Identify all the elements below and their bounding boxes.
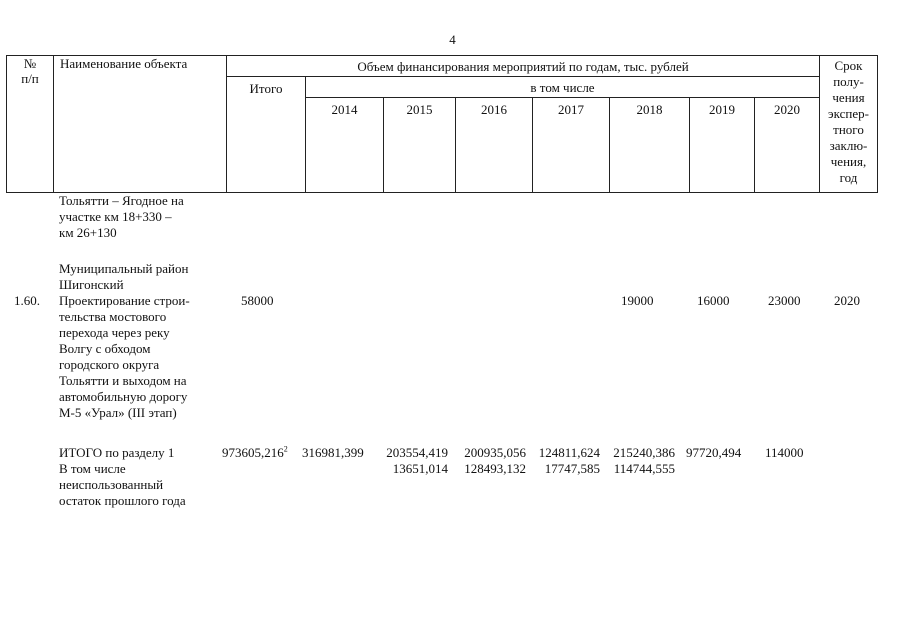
header-including: в том числе — [306, 77, 820, 98]
total-2015-value: 203554,419 — [386, 445, 448, 460]
row-160-itogo: 58000 — [241, 293, 274, 308]
text-line: км 26+130 — [59, 225, 117, 240]
header-name: Наименование объекта — [54, 56, 227, 193]
page-number: 4 — [449, 32, 456, 47]
total-2016 — [451, 445, 526, 477]
total-label — [59, 445, 186, 509]
header-num-line2: п/п — [21, 71, 39, 86]
row-160-district — [59, 261, 188, 293]
text-line: остаток прошлого года — [59, 493, 186, 508]
header-srok — [820, 56, 878, 193]
srok-line: заклю- — [829, 138, 868, 153]
text-line: ИТОГО по разделу 1 — [59, 445, 175, 460]
header-year: 2014 — [306, 98, 384, 193]
header-year: 2018 — [610, 98, 690, 193]
text-line: неиспользованный — [59, 477, 164, 492]
total-2015-remainder: 13651,014 — [392, 461, 448, 476]
text-line: В том числе — [59, 461, 126, 476]
srok-line: чения — [832, 90, 865, 105]
row-160-num: 1.60. — [14, 293, 40, 308]
header-financing: Объем финансирования мероприятий по годам, тыс. рублей — [227, 56, 820, 77]
total-itogo-footnote: 2 — [283, 444, 288, 454]
text-line: участке км 18+330 – — [59, 209, 172, 224]
header-year: 2016 — [456, 98, 533, 193]
total-itogo-value: 973605,216 — [222, 445, 284, 460]
total-2018-value: 215240,386 — [613, 445, 675, 460]
text-line: Муниципальный район — [59, 261, 189, 276]
header-num-line1: № — [23, 56, 37, 71]
header-itogo: Итого — [227, 77, 306, 193]
srok-line: год — [839, 170, 858, 185]
text-line: тельства мостового — [59, 309, 167, 324]
total-2014: 316981,399 — [302, 445, 364, 460]
text-line: автомобильную дорогу — [59, 389, 188, 404]
total-2016-value: 200935,056 — [464, 445, 526, 460]
continuation-text — [59, 193, 184, 241]
srok-line: Срок — [834, 58, 863, 73]
text-line: городского округа — [59, 357, 160, 372]
header-num — [7, 56, 54, 193]
total-2019: 97720,494 — [686, 445, 742, 460]
total-2017-remainder: 17747,585 — [544, 461, 600, 476]
text-line: Тольятти и выходом на — [59, 373, 187, 388]
header-year: 2015 — [384, 98, 456, 193]
text-line: Проектирование строи- — [59, 293, 190, 308]
total-2018-remainder: 114744,555 — [613, 461, 675, 476]
text-line: Тольятти – Ягодное на — [59, 193, 184, 208]
text-line: Шигонский — [59, 277, 124, 292]
text-line: перехода через реку — [59, 325, 170, 340]
header-year: 2019 — [690, 98, 755, 193]
header-year: 2017 — [533, 98, 610, 193]
text-line: Волгу с обходом — [59, 341, 151, 356]
row-160-name — [59, 293, 190, 421]
total-2018 — [602, 445, 675, 477]
row-160-2018: 19000 — [621, 293, 654, 308]
row-160-2020: 23000 — [768, 293, 801, 308]
total-2015 — [378, 445, 448, 477]
total-2020: 114000 — [765, 445, 804, 460]
row-160-srok: 2020 — [834, 293, 860, 308]
text-line: М-5 «Урал» (III этап) — [59, 405, 177, 420]
srok-line: чения, — [830, 154, 867, 169]
srok-line: полу- — [833, 74, 864, 89]
srok-line: экспер- — [828, 106, 869, 121]
total-2017-value: 124811,624 — [538, 445, 600, 460]
row-160-2019: 16000 — [697, 293, 730, 308]
srok-line: тного — [833, 122, 864, 137]
table-header — [6, 55, 878, 193]
header-year: 2020 — [755, 98, 820, 193]
total-itogo — [222, 445, 288, 461]
total-2017 — [528, 445, 600, 477]
total-2016-remainder: 128493,132 — [464, 461, 526, 476]
